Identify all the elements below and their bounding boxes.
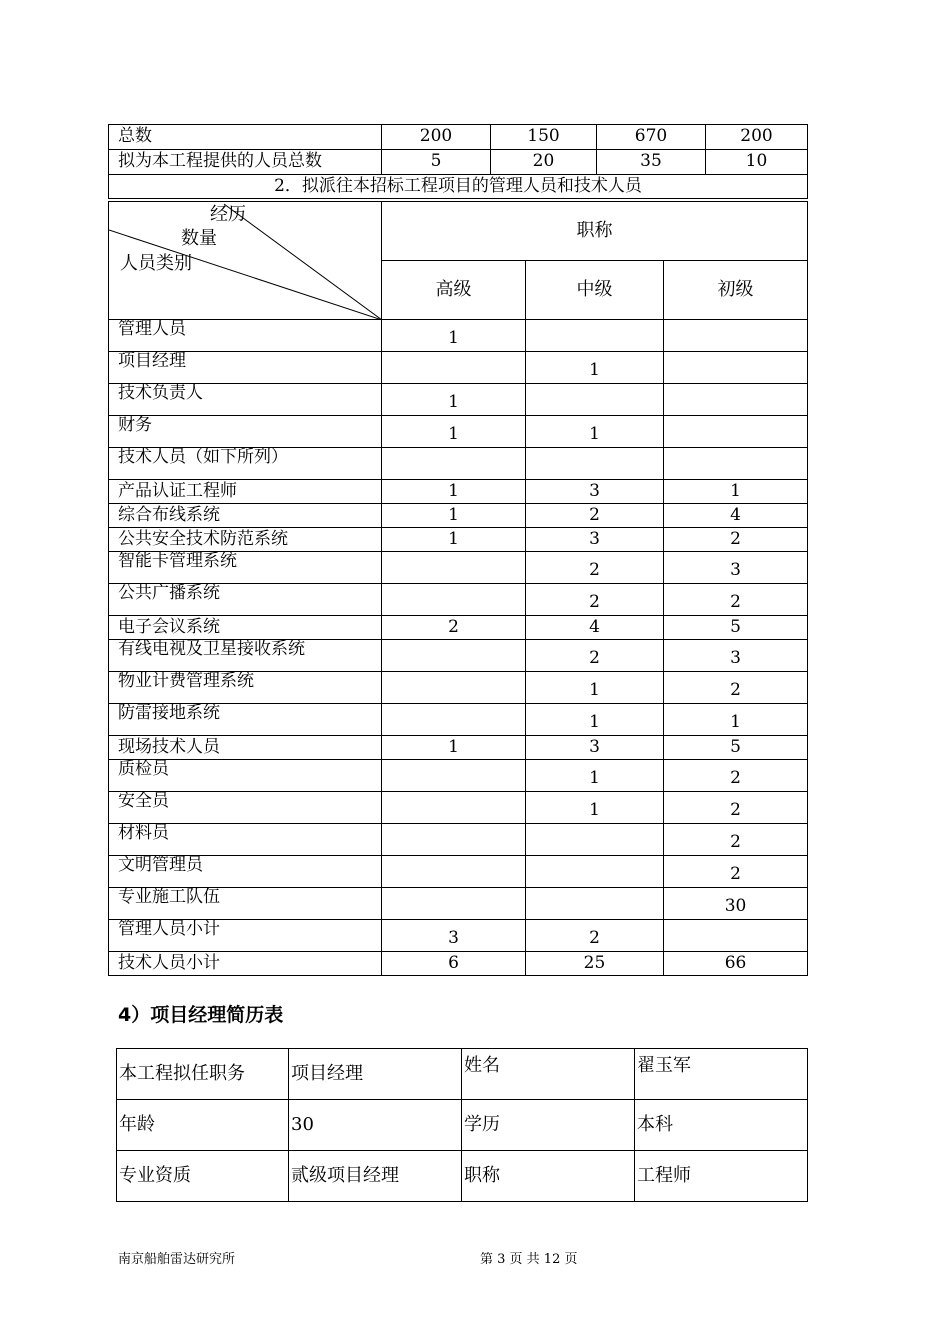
staff-senior-count: [382, 448, 526, 480]
staff-middle-count: 3: [526, 480, 664, 504]
staff-junior-count: 30: [664, 888, 808, 920]
staff-category: 安全员: [109, 792, 382, 824]
staff-row: [109, 952, 808, 976]
staff-junior-count: [664, 384, 808, 416]
staff-row: [109, 824, 808, 856]
staff-category: 技术负责人: [109, 384, 382, 416]
staff-middle-count: 1: [526, 792, 664, 824]
staff-senior-count: [382, 760, 526, 792]
summary-value: 150: [491, 125, 597, 150]
staff-category: 项目经理: [109, 352, 382, 384]
staff-category: 现场技术人员: [109, 736, 382, 760]
staff-middle-count: 1: [526, 416, 664, 448]
header-senior: 高级: [382, 261, 526, 320]
footer-page-number: 第 3 页 共 12 页: [480, 1252, 578, 1267]
summary-table: [108, 124, 808, 199]
staff-senior-count: [382, 352, 526, 384]
resume-label: 姓名: [462, 1049, 635, 1100]
staff-row: [109, 920, 808, 952]
resume-label: 学历: [462, 1100, 635, 1151]
staff-senior-count: 1: [382, 384, 526, 416]
staff-senior-count: [382, 888, 526, 920]
staff-junior-count: 2: [664, 760, 808, 792]
staff-category: 有线电视及卫星接收系统: [109, 640, 382, 672]
staff-header-row: [109, 202, 808, 261]
staff-category: 技术人员（如下所列）: [109, 448, 382, 480]
staff-row: [109, 528, 808, 552]
staff-junior-count: 2: [664, 672, 808, 704]
staff-middle-count: 1: [526, 760, 664, 792]
staff-table: [108, 201, 808, 976]
staff-middle-count: [526, 384, 664, 416]
staff-row: [109, 640, 808, 672]
staff-middle-count: 3: [526, 736, 664, 760]
staff-junior-count: [664, 920, 808, 952]
staff-senior-count: 1: [382, 504, 526, 528]
staff-middle-count: 1: [526, 704, 664, 736]
staff-senior-count: 1: [382, 480, 526, 504]
staff-junior-count: 1: [664, 704, 808, 736]
staff-row: [109, 888, 808, 920]
staff-senior-count: [382, 672, 526, 704]
staff-junior-count: 3: [664, 640, 808, 672]
summary-label: 总数: [109, 125, 382, 150]
staff-junior-count: [664, 416, 808, 448]
staff-junior-count: 5: [664, 736, 808, 760]
staff-senior-count: 1: [382, 320, 526, 352]
staff-senior-count: [382, 824, 526, 856]
summary-value: 670: [597, 125, 706, 150]
staff-row: [109, 792, 808, 824]
staff-junior-count: 3: [664, 552, 808, 584]
summary-value: 200: [706, 125, 808, 150]
staff-category: 技术人员小计: [109, 952, 382, 976]
summary-value: 20: [491, 150, 597, 175]
staff-row: [109, 552, 808, 584]
staff-row: [109, 480, 808, 504]
resume-label: 专业资质: [117, 1151, 289, 1202]
staff-senior-count: 3: [382, 920, 526, 952]
staff-row: [109, 352, 808, 384]
staff-category: 防雷接地系统: [109, 704, 382, 736]
staff-row: [109, 736, 808, 760]
staff-category: 材料员: [109, 824, 382, 856]
staff-middle-count: 25: [526, 952, 664, 976]
resume-label: 年龄: [117, 1100, 289, 1151]
staff-category: 管理人员小计: [109, 920, 382, 952]
staff-middle-count: 4: [526, 616, 664, 640]
staff-row: [109, 856, 808, 888]
resume-value: 翟玉军: [635, 1049, 808, 1100]
staff-junior-count: 2: [664, 824, 808, 856]
staff-senior-count: 1: [382, 528, 526, 552]
header-quantity: 数量: [181, 228, 217, 249]
resume-table: [116, 1048, 808, 1202]
header-title: 职称: [382, 202, 808, 261]
staff-junior-count: 2: [664, 584, 808, 616]
staff-junior-count: 66: [664, 952, 808, 976]
staff-middle-count: 2: [526, 552, 664, 584]
staff-middle-count: [526, 856, 664, 888]
staff-row: [109, 448, 808, 480]
summary-value: 10: [706, 150, 808, 175]
staff-junior-count: 1: [664, 480, 808, 504]
section2-title-row: [109, 175, 808, 199]
staff-middle-count: [526, 320, 664, 352]
staff-middle-count: 2: [526, 920, 664, 952]
header-junior: 初级: [664, 261, 808, 320]
staff-category: 物业计费管理系统: [109, 672, 382, 704]
staff-row: [109, 504, 808, 528]
resume-row: [117, 1151, 808, 1202]
staff-row: [109, 416, 808, 448]
staff-row: [109, 616, 808, 640]
staff-middle-count: 1: [526, 352, 664, 384]
resume-value: 项目经理: [289, 1049, 462, 1100]
section4-heading: 4）项目经理简历表: [118, 1004, 284, 1026]
staff-middle-count: [526, 824, 664, 856]
staff-junior-count: 4: [664, 504, 808, 528]
staff-senior-count: 6: [382, 952, 526, 976]
resume-value: 贰级项目经理: [289, 1151, 462, 1202]
staff-middle-count: 2: [526, 640, 664, 672]
summary-row-total: [109, 125, 808, 150]
header-middle: 中级: [526, 261, 664, 320]
staff-junior-count: [664, 320, 808, 352]
resume-row: [117, 1049, 808, 1100]
staff-senior-count: [382, 640, 526, 672]
summary-value: 200: [382, 125, 491, 150]
staff-senior-count: [382, 792, 526, 824]
resume-value: 工程师: [635, 1151, 808, 1202]
summary-label: 拟为本工程提供的人员总数: [109, 150, 382, 175]
section2-title: 2．拟派往本招标工程项目的管理人员和技术人员: [109, 175, 808, 199]
staff-category: 产品认证工程师: [109, 480, 382, 504]
resume-label: 职称: [462, 1151, 635, 1202]
summary-value: 5: [382, 150, 491, 175]
staff-senior-count: [382, 704, 526, 736]
staff-category: 综合布线系统: [109, 504, 382, 528]
staff-row: [109, 672, 808, 704]
summary-value: 35: [597, 150, 706, 175]
staff-senior-count: [382, 584, 526, 616]
staff-middle-count: [526, 448, 664, 480]
summary-row-provided: [109, 150, 808, 175]
staff-junior-count: [664, 448, 808, 480]
staff-senior-count: 1: [382, 416, 526, 448]
staff-row: [109, 584, 808, 616]
staff-senior-count: [382, 552, 526, 584]
staff-category: 电子会议系统: [109, 616, 382, 640]
resume-row: [117, 1100, 808, 1151]
staff-junior-count: 2: [664, 856, 808, 888]
staff-row: [109, 704, 808, 736]
staff-middle-count: 2: [526, 584, 664, 616]
staff-row: [109, 384, 808, 416]
staff-row: [109, 760, 808, 792]
staff-row: [109, 320, 808, 352]
resume-value: 30: [289, 1100, 462, 1151]
staff-junior-count: 5: [664, 616, 808, 640]
staff-category: 质检员: [109, 760, 382, 792]
staff-body: [109, 320, 808, 976]
resume-value: 本科: [635, 1100, 808, 1151]
staff-middle-count: [526, 888, 664, 920]
staff-junior-count: 2: [664, 528, 808, 552]
staff-senior-count: 2: [382, 616, 526, 640]
staff-category: 公共安全技术防范系统: [109, 528, 382, 552]
footer-organization: 南京船舶雷达研究所: [118, 1252, 236, 1267]
header-category: 人员类别: [120, 253, 192, 274]
staff-category: 公共广播系统: [109, 584, 382, 616]
staff-senior-count: [382, 856, 526, 888]
staff-junior-count: 2: [664, 792, 808, 824]
staff-category: 智能卡管理系统: [109, 552, 382, 584]
diagonal-header-cell: [109, 202, 382, 320]
staff-category: 专业施工队伍: [109, 888, 382, 920]
staff-category: 文明管理员: [109, 856, 382, 888]
staff-category: 管理人员: [109, 320, 382, 352]
staff-category: 财务: [109, 416, 382, 448]
staff-middle-count: 2: [526, 504, 664, 528]
staff-senior-count: 1: [382, 736, 526, 760]
staff-junior-count: [664, 352, 808, 384]
staff-middle-count: 3: [526, 528, 664, 552]
staff-middle-count: 1: [526, 672, 664, 704]
header-experience: 经历: [210, 204, 246, 225]
resume-label: 本工程拟任职务: [117, 1049, 289, 1100]
